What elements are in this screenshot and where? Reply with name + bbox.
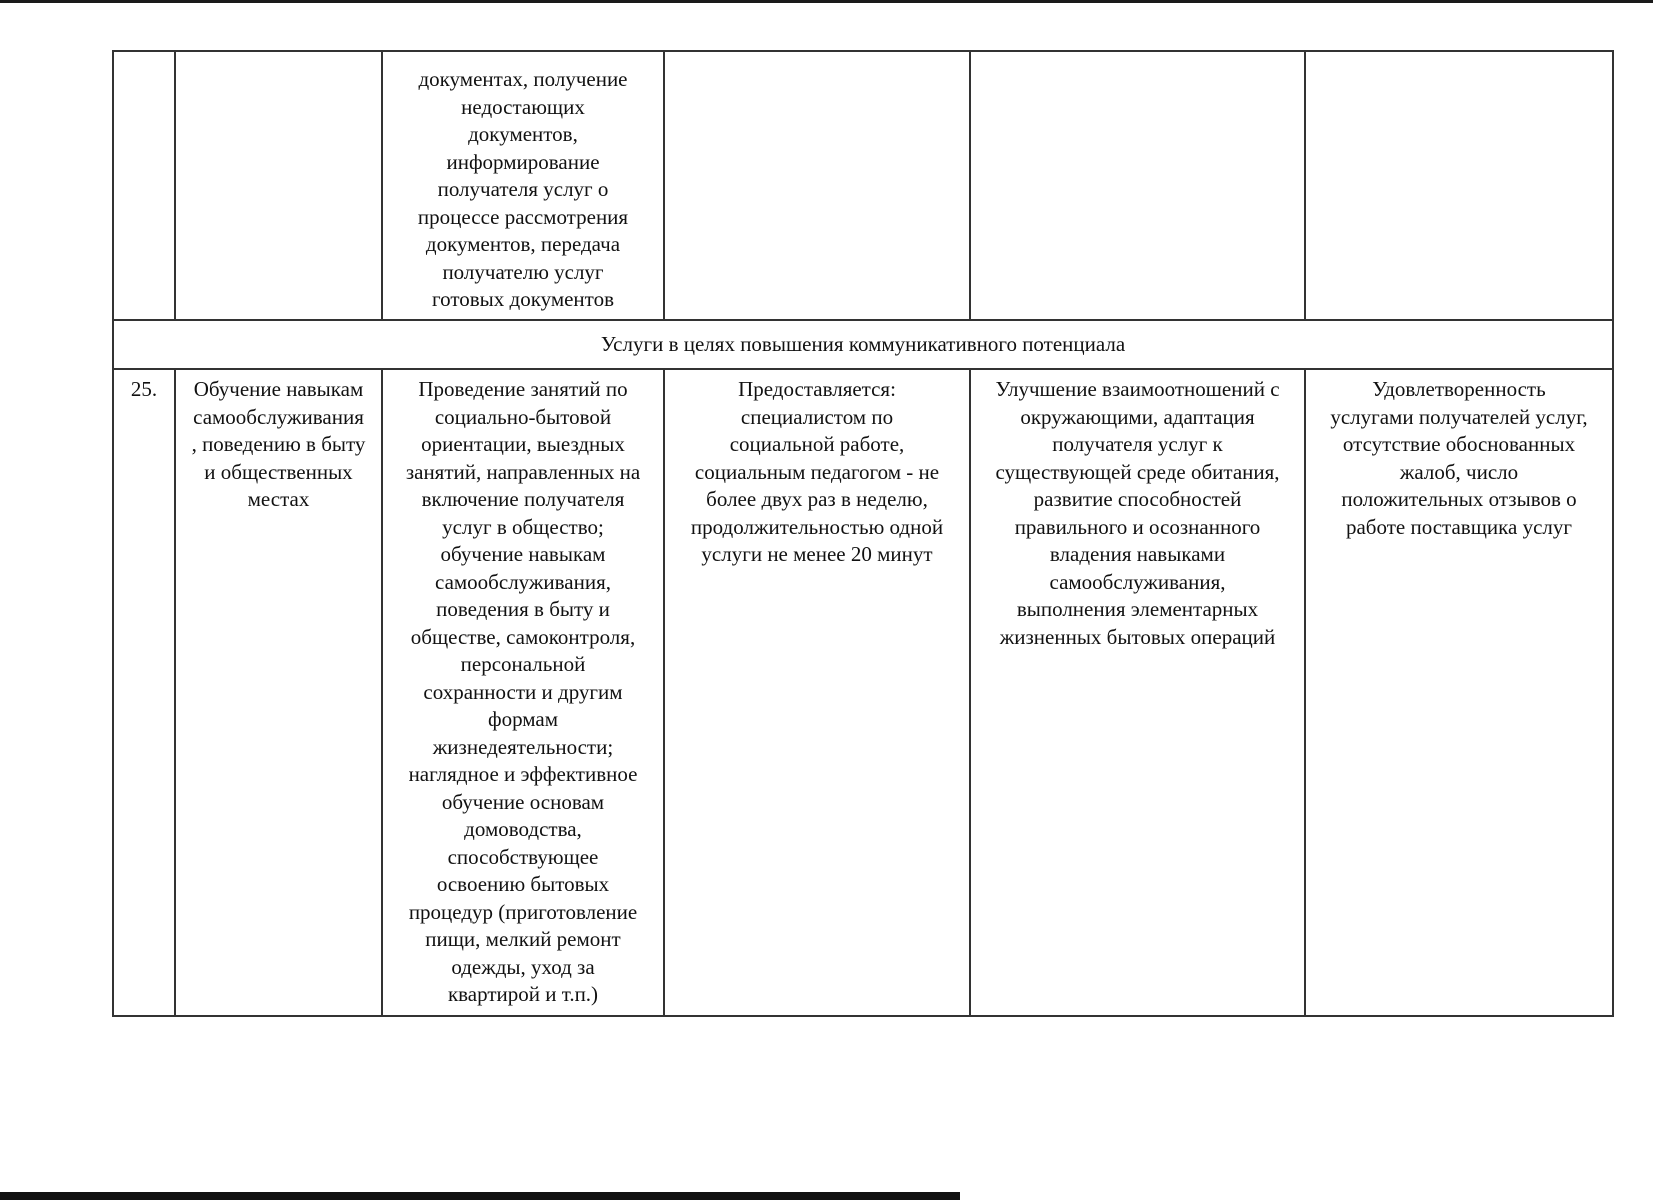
scan-border-bottom xyxy=(0,1192,960,1200)
cell-criteria xyxy=(1305,369,1613,1016)
text-line: обучение навыкам xyxy=(440,542,606,566)
text-line: социальной работе, xyxy=(729,432,905,456)
text-line: владения навыками xyxy=(1049,542,1226,566)
text-line: жизнедеятельности; xyxy=(432,734,614,759)
text-line: недостающих xyxy=(461,94,585,119)
text-line: специалистом по xyxy=(740,404,894,429)
cell-period xyxy=(664,369,970,1016)
text-line: развитие способностей xyxy=(1033,487,1242,511)
section-heading: Услуги в целях повышения коммуникативного потенциала xyxy=(113,320,1613,370)
text-line: получателю услуг xyxy=(442,259,604,284)
text-line: процедур (приготовление xyxy=(408,899,638,924)
text-line: услуг в общество; xyxy=(442,514,604,539)
text-line: обучение основам xyxy=(441,789,605,814)
text-line: получателя услуг о xyxy=(437,177,609,201)
text-line: и общественных xyxy=(204,459,353,484)
text-line: работе поставщика услуг xyxy=(1345,514,1572,539)
cell-service xyxy=(175,51,382,320)
text-line: правильного и осознанного xyxy=(1014,514,1261,539)
text-line: окружающими, адаптация xyxy=(1020,404,1255,429)
text-line: социальным педагогом - не xyxy=(694,459,940,484)
text-line: услуги не менее 20 минут xyxy=(701,542,933,566)
text-line: существующей среде обитания, xyxy=(995,459,1280,484)
text-line: самообслуживания, xyxy=(435,569,611,594)
cell-criteria xyxy=(1305,51,1613,320)
text-line: занятий, направленных на xyxy=(405,459,641,484)
text-line: Удовлетворенность xyxy=(1372,377,1546,401)
cell-period xyxy=(664,51,970,320)
cell-result xyxy=(970,369,1305,1016)
text-line: Обучение навыкам xyxy=(193,377,364,401)
text-line: пищи, мелкий ремонт xyxy=(425,927,621,951)
text-line: отсутствие обоснованных xyxy=(1342,432,1576,456)
text-line: Проведение занятий по xyxy=(418,377,628,401)
cell-service xyxy=(175,369,382,1016)
text-line: положительных отзывов о xyxy=(1341,487,1577,511)
cell-number xyxy=(113,51,175,320)
text-line: услугами получателей услуг, xyxy=(1330,404,1588,429)
text-line: более двух раз в неделю, xyxy=(706,487,928,511)
text-line: получателя услуг к xyxy=(1052,432,1223,456)
text-line: , поведению в быту xyxy=(191,432,366,456)
cell-description xyxy=(382,51,664,320)
text-line: способствующее xyxy=(447,844,599,869)
text-line: Предоставляется: xyxy=(738,377,896,401)
text-line: обществе, самоконтроля, xyxy=(410,624,636,649)
text-line: продолжительностью одной xyxy=(690,514,944,539)
text-line: домоводства, xyxy=(464,817,582,841)
text-line: квартирой и т.п.) xyxy=(447,982,599,1006)
text-line: поведения в быту и xyxy=(436,597,610,621)
cell-result xyxy=(970,51,1305,320)
text-line: наглядное и эффективное xyxy=(408,762,638,786)
services-table xyxy=(112,50,1614,1017)
text-line: жизненных бытовых операций xyxy=(999,624,1276,649)
text-line: освоению бытовых xyxy=(436,872,610,896)
text-line: самообслуживания, xyxy=(1049,569,1226,594)
text-line: документах, получение xyxy=(418,67,628,91)
text-line: процессе рассмотрения xyxy=(417,204,629,229)
text-line: местах xyxy=(247,487,310,511)
text-line: персональной xyxy=(460,652,586,676)
table-row-25 xyxy=(113,369,1613,1016)
cell-number: 25. xyxy=(113,369,175,1016)
scan-border-top xyxy=(0,0,1653,3)
text-line: готовых документов xyxy=(432,287,614,311)
cell-description xyxy=(382,369,664,1016)
text-line: формам xyxy=(487,707,559,731)
text-line: включение получателя xyxy=(421,487,625,511)
text-line: ориентации, выездных xyxy=(421,432,625,456)
table-row-continuation xyxy=(113,51,1613,320)
text-line: социально-бытовой xyxy=(434,404,612,429)
text-line: сохранности и другим xyxy=(423,679,623,704)
text-line: документов, передача xyxy=(425,232,621,256)
text-line: информирование xyxy=(446,149,600,174)
text-line: жалоб, число xyxy=(1399,459,1519,484)
text-line: Улучшение взаимоотношений с xyxy=(995,377,1280,401)
document-page xyxy=(112,50,1612,1017)
text-line: выполнения элементарных xyxy=(1016,597,1259,621)
table-section-row xyxy=(113,320,1613,370)
text-line: документов, xyxy=(468,122,578,146)
text-line: самообслуживания xyxy=(193,404,364,429)
text-line: одежды, уход за xyxy=(451,954,595,979)
